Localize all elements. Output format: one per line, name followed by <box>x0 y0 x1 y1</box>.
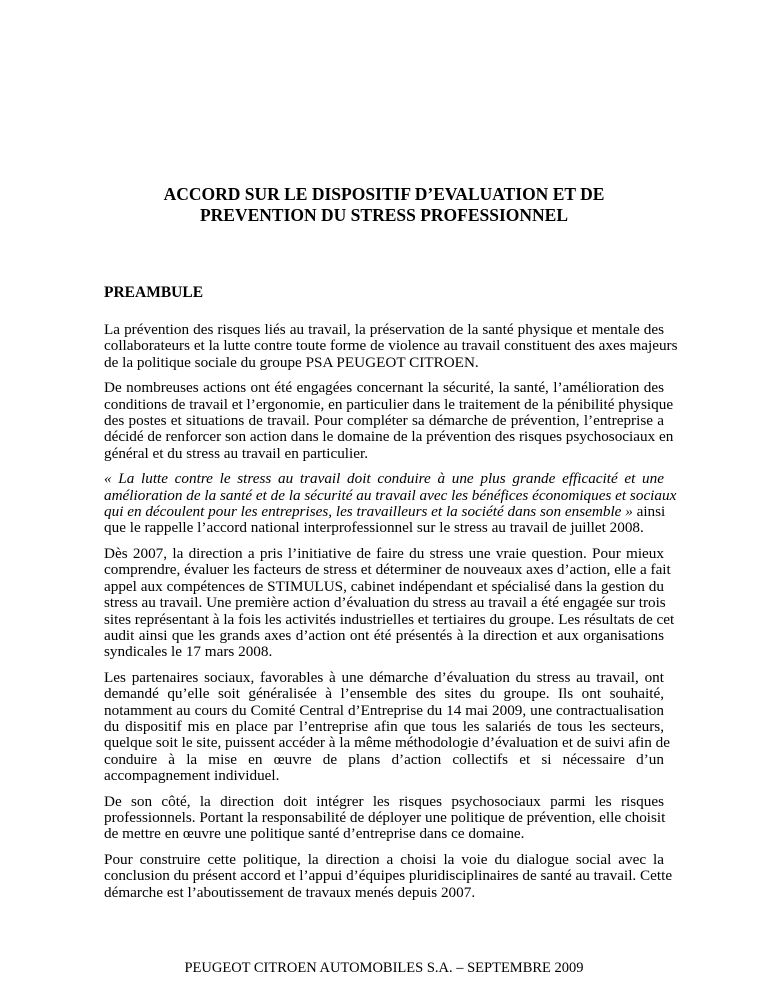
text-line: général et du stress au travail en particulier. <box>104 444 368 462</box>
text-line: que le rappelle l’accord national interprofessionnel sur le stress au travail de juillet 2008. <box>104 519 644 537</box>
text-line: comprendre, évaluer les facteurs de stress et déterminer de nouveaux axes d’action, elle a fait <box>104 561 671 579</box>
text-line: conditions de travail et l’ergonomie, en particulier dans le traitement de la pénibilité physique <box>104 395 674 413</box>
quote-tail: ainsi <box>632 503 666 521</box>
text-line: de la politique sociale du groupe PSA PEUGEOT CITROEN. <box>104 353 479 371</box>
text-line <box>104 471 664 487</box>
text-line: du dispositif mis en place par l’entreprise afin que tous les salariés de tous les secteurs, <box>104 717 664 735</box>
title-line: PREVENTION DU STRESS PROFESSIONNEL <box>199 205 569 225</box>
quote-text: « La lutte contre le stress au travail doit conduire à une plus grande efficacité et une <box>104 470 664 488</box>
text-line: démarche est l’aboutissement de travaux menés depuis 2007. <box>104 883 476 901</box>
text-line: demandé qu’elle soit généralisée à l’ensemble des sites du groupe. Ils ont souhaité, <box>104 685 664 703</box>
text-line: De son côté, la direction doit intégrer les risques psychosociaux parmi les risques <box>104 792 664 810</box>
title-line: ACCORD SUR LE DISPOSITIF D’EVALUATION ET DE <box>163 184 605 204</box>
paragraph <box>104 850 673 901</box>
text-line: professionnels. Portant la responsabilité de déployer une politique de prévention, elle choisit <box>104 808 666 826</box>
document-body <box>104 321 678 910</box>
section-heading: PREAMBULE <box>104 284 204 301</box>
quote-paragraph <box>104 470 677 537</box>
text-line: Les partenaires sociaux, favorables à une démarche d’évaluation du stress au travail, ont <box>104 668 664 686</box>
text-line: De nombreuses actions ont été engagées concernant la sécurité, la santé, l’amélioration des <box>104 379 664 397</box>
text-line: appel aux compétences de STIMULUS, cabinet indépendant et spécialisé dans la gestion du <box>104 577 664 595</box>
paragraph <box>104 321 678 371</box>
text-line <box>104 486 677 504</box>
text-line: notamment au cours du Comité Central d’Entreprise du 14 mai 2009, une contractualisation <box>104 701 664 719</box>
text-line: Pour construire cette politique, la direction a choisi la voie du dialogue social avec la <box>104 850 664 868</box>
text-line: audit ainsi que les grands axes d’action ont été présentés à la direction et aux organisations <box>104 626 664 644</box>
paragraph <box>104 379 674 462</box>
text-line: sites représentant à la fois les activités industrielles et tertiaires du groupe. Les résultats de cet <box>104 610 675 628</box>
text-line: décidé de renforcer son action dans le domaine de la prévention des risques psychosociaux en <box>104 428 674 446</box>
text-line: La prévention des risques liés au travail, la préservation de la santé physique et mentale des <box>104 321 664 338</box>
text-line: collaborateurs et la lutte contre toute forme de violence au travail constituent des axes majeurs <box>104 337 678 355</box>
text-line: Dès 2007, la direction a pris l’initiative de faire du stress une vraie question. Pour mieux <box>104 544 664 562</box>
document-title <box>0 184 768 226</box>
text-line: stress au travail. Une première action d’évaluation du stress au travail a été engagée sur trois <box>104 594 666 612</box>
text-line: des postes et situations de travail. Pour compléter sa démarche de prévention, l’entreprise a <box>104 412 664 430</box>
text-line: de mettre en œuvre une politique santé d’entreprise dans ce domaine. <box>104 825 525 843</box>
paragraph <box>104 794 664 843</box>
text-line: conclusion du présent accord et l’appui d’équipes pluridisciplinaires de santé au travail. Cette <box>104 867 673 885</box>
paragraph <box>104 668 670 785</box>
text-line <box>104 504 664 520</box>
quote-text: amélioration de la santé et de la sécurité au travail avec les bénéfices économiques et sociaux <box>104 486 677 504</box>
quote-text: qui en découlent pour les entreprises, les travailleurs et la société dans son ensemble » <box>104 503 633 521</box>
text-line: syndicales le 17 mars 2008. <box>104 643 273 661</box>
text-line: quelque soit le site, puissent accéder à la même méthodologie d’évaluation et de suivi afin de <box>104 734 670 752</box>
page-footer: PEUGEOT CITROEN AUTOMOBILES S.A. – SEPTEMBRE 2009 <box>184 960 584 976</box>
paragraph <box>104 544 675 661</box>
text-line: conduire à la mise en œuvre de plans d’action collectifs et si nécessaire d’un <box>104 750 664 768</box>
text-line: accompagnement individuel. <box>104 767 280 785</box>
